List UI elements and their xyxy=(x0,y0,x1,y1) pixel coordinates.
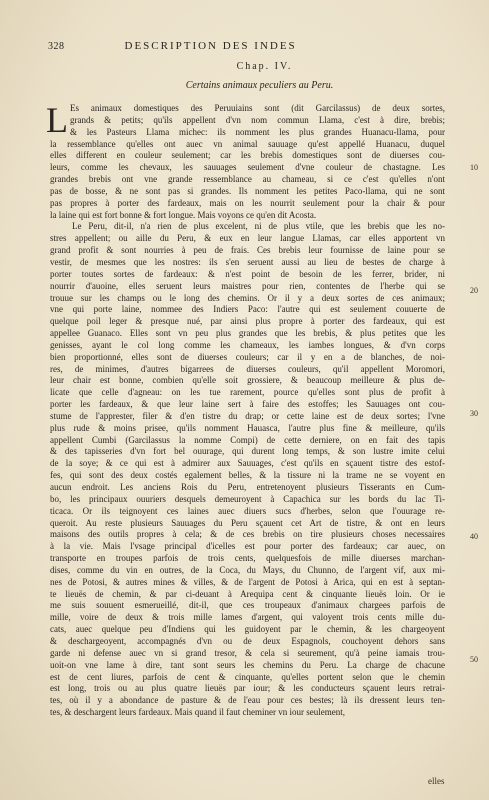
text-line: vestir, de mesmes que les nostres: ils s'en seruent aussi au lieu de bestes de charge à xyxy=(50,256,445,267)
text-line: & deschargeoyent, accompagnés d'vn ou de deux Espagnols, couchoyent dehors sans xyxy=(50,635,445,646)
text-line: mille, voire de deux & trois mille lames d'argent, qui valoyent trois cents mille du- xyxy=(50,612,445,623)
text-line: bien proportionné, elles sont de diuerses couleurs; car il y en a de blanches, de noi- xyxy=(50,351,445,362)
text-line: plus rude & moins prisee, qu'ils nomment Hauasca, l'autre plus fine & meilleure, qu'ils xyxy=(50,422,445,433)
text-line: porter les fardeaux, & que leur laine sert à faire des estoffes; les Sauuages ont cou- xyxy=(50,399,445,410)
text-line: bo, les principaux ouuriers desquels demeuroyent à Capachica sur les bords du lac Ti- xyxy=(50,493,445,504)
page-header xyxy=(48,40,458,52)
text-line: grandes brebis ont vne grande ressemblance au chameau, si ce c'est qu'elles n'ont xyxy=(50,174,445,185)
text-line: de la soye; & ce qui est à admirer aux Sauuages, c'est qu'ils en sçauent tistre des estof- xyxy=(50,458,445,469)
text-line: & des tapisseries d'vn fort bel ouurage, qui durent long temps, & son lustre imite celui xyxy=(50,446,445,457)
text-line: est long, trois ou au plus quatre lieuës par iour; & les conducteurs sçauent leurs retrai- xyxy=(50,683,445,694)
page-number: 328 xyxy=(48,41,65,52)
margin-line-number: 50 xyxy=(470,655,478,664)
text-line: licate que celle d'agneau: on les tue rarement, pource qu'elles sont plus de profit à xyxy=(50,387,445,398)
text-line: est de cent liures, parfois de cent & cinquante, qu'elles portent selon que le chemin xyxy=(50,671,445,682)
margin-line-number: 40 xyxy=(470,532,478,541)
text-line: leurs, comme les chevaux, les sauuages seulement d'vne couleur de chastagne. Les xyxy=(50,162,445,173)
text-line: ticaca. Or ils teignoyent ces laines auec diuers sucs d'herbes, selon que l'ouurage re- xyxy=(50,505,445,516)
text-line: vne qui porte laine, nommee des Indiers Paco: l'autre qui est seulement couuerte de xyxy=(50,304,445,315)
text-line: elles different en couleur seulement; car les brebis domestiques sont de diuerses cou- xyxy=(50,150,445,161)
text-line: tes, où il y a abondance de pasture & de l'eau pour ces bestes; là ils dressent leurs ten- xyxy=(50,695,445,706)
text-line: queroit. Au reste plusieurs Sauuages du Peru sçauent cet Art de tistre, & ont en leurs xyxy=(50,517,445,528)
text-line: pas propres à porter des fardeaux, mais on les nourrit seulement pour la chair & pour xyxy=(50,197,445,208)
text-line: transporte en troupes parfois de trois cents, quelquesfois de mille diuerses marchan- xyxy=(50,553,445,564)
text-line: nourrir d'auoine, elles seruent leurs maistres pour rien, contentes de l'herbe qui se xyxy=(50,280,445,291)
text-line: grands & petits; qu'ils appellent d'vn nom commun Llama, c'est à dire, brebis; xyxy=(70,114,445,125)
chapter-heading: Chap. IV. xyxy=(236,61,293,72)
text-line: pas de bosse, & ne sont pas si grandes. Ils nomment les petites Paco-llama, qui ne sont xyxy=(50,185,445,196)
text-line: uoit-on vne lame à dire, tant sont seurs les chemins du Peru. La charge de chacune xyxy=(50,659,445,670)
section-title: Certains animaux peculiers au Peru. xyxy=(185,80,334,91)
running-title: DESCRIPTION DES INDES xyxy=(124,40,297,52)
text-line: la ressemblance qu'elles ont auec vn animal sauuage qu'est appellé Huanacu, duquel xyxy=(50,138,445,149)
text-line: maisons des outils propres à cela; & de ces brebis on tire plusieurs choses necessaires xyxy=(50,529,445,540)
text-line: appellent Cumbi (Garcilassus la nomme Compi) de cette derniere, on en fait des tapis xyxy=(50,434,445,445)
margin-line-number: 20 xyxy=(470,286,478,295)
text-line: à la vie. Mais l'vsage principal d'icelles est pour porter des fardeaux; car auec, on xyxy=(50,541,445,552)
text-line: stume de l'apprester, filer & d'en tistre du drap; or cette laine est de deux sortes; l'vne xyxy=(50,410,445,421)
margin-line-number: 10 xyxy=(470,163,478,172)
text-line: trouue sur les champs ou le long des chemins. Or il y a deux sortes de ces animaux; xyxy=(50,292,445,303)
text-line: nes de Potosi, & autres mines & villes, & de l'argent de Potosi à Arica, qui en est à septan- xyxy=(50,576,445,587)
text-line: stres appellent; ou aille du Peru, & eux en leur langue Llamas, car elles apportent vn xyxy=(50,233,445,244)
text-line: aucun endroit. Les anciens Rois du Peru, entretenoyent plusieurs Tisserants en Cum- xyxy=(50,482,445,492)
text-line: la laine qui est fort bonne & fort longue. Mais voyons ce qu'en dit Acosta. xyxy=(50,209,317,220)
body-text xyxy=(46,100,445,719)
text-line: tes, & deschargent leurs fardeaux. Mais quand il faut cheminer vn iour seulement, xyxy=(50,707,345,718)
catchword: elles xyxy=(428,776,445,786)
text-line: leur chair est bonne, combien qu'elle soit grossiere, & beaucoup meilleure & plus de- xyxy=(50,375,445,386)
text-line: me suis souuent esmerueillé, dit-il, que ces troupeaux d'animaux chargees parfois de xyxy=(50,600,445,611)
text-line: fes, qui sont des deux costés egalement belles, & la tissure ni la trame ne se voyent en xyxy=(50,470,445,481)
text-line: & les Pasteurs Llama michec: ils nomment les plus grandes Huanacu-llama, pour xyxy=(70,126,445,137)
text-line: porter toutes sortes de fardeaux: & n'est point de besoin de les ferrer, brider, ni xyxy=(50,268,445,279)
text-line: genisses, ayant le col long comme les chameaux, les iambes longues, & d'vn corps xyxy=(50,339,445,350)
text-line: res, de minimes, d'autres bigarrees de diuerses couleurs, qu'il appellent Moromori, xyxy=(50,363,445,374)
margin-line-number: 30 xyxy=(470,409,478,418)
text-line: dises, comme du vin en outres, de la Coca, du Mays, du Chunno, de l'argent vif, aux mi- xyxy=(50,564,445,575)
text-line: Le Peru, dit-il, n'a rien de plus excelent, ni de plus vtile, que les brebis que les no- xyxy=(72,221,445,232)
text-line: Es animaux domestiques des Peruuiains sont (dit Garcilassus) de deux sortes, xyxy=(70,103,445,113)
text-line: grand profit & sont nourries à peu de frais. Ces brebis leur fournisse de laine pour se xyxy=(50,245,445,256)
text-line: garde ni defense auec vn si grand tresor, & cela si seurement, qu'à peine iamais trou- xyxy=(50,647,445,658)
text-line: cats, auec quelque peu d'Indiens qui les guidoyent par le chemin, & les chargeoyent xyxy=(50,624,445,635)
text-line: appellee Guanaco. Elles sont vn peu plus grandes que les brebis, & plus petites que les xyxy=(50,328,445,339)
text-line: quelque poil leger & presque nué, par ainsi plus propre à porter des fardeaux, qui est xyxy=(50,316,445,327)
text-line: te lieuës de chemin, & par ci-deuant à Arequipa cent & cinquante lieuës loin. Or ie xyxy=(50,588,445,599)
drop-cap: L xyxy=(46,100,68,140)
